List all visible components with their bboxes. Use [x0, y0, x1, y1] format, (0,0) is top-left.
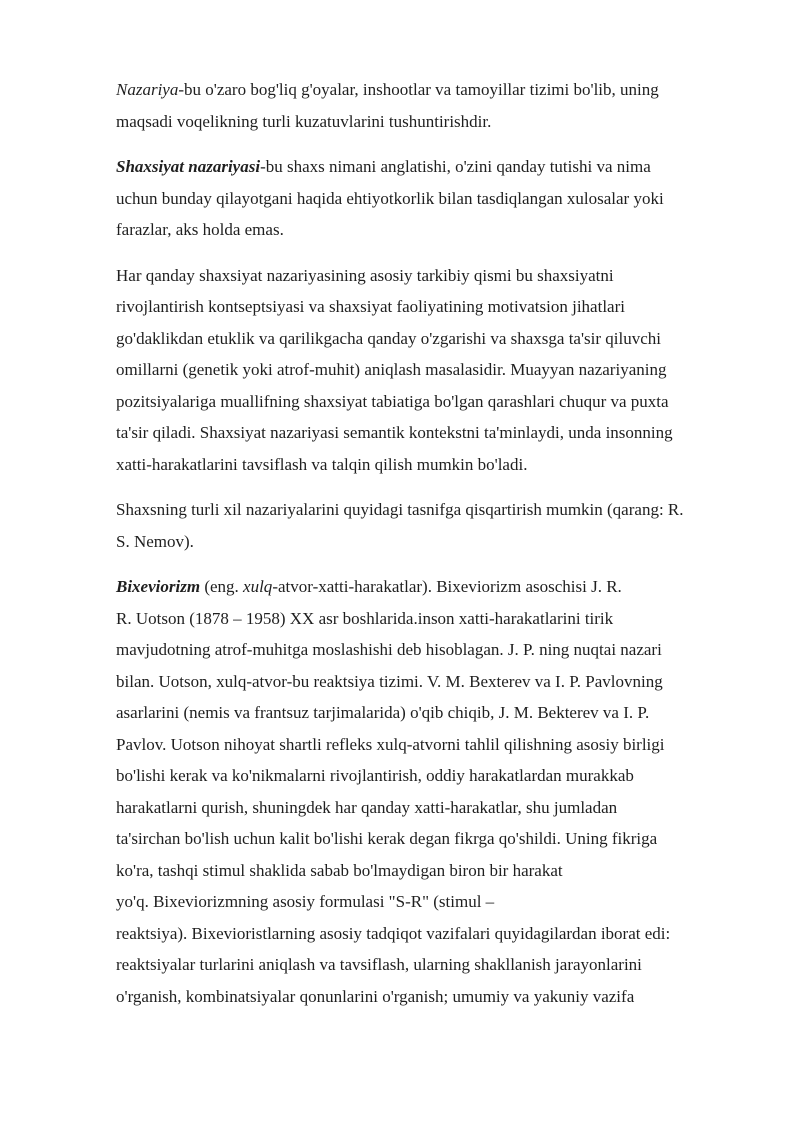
line: farazlar, aks holda emas.: [116, 220, 284, 239]
line: o'rganish, kombinatsiyalar qonunlarini o'rganish; umumiy va yakuniy vazifa: [116, 986, 635, 1006]
line: go'daklikdan etuklik va qarilikgacha qanday o'zgarishi va shaxsga ta'sir qiluvchi: [116, 328, 662, 348]
line: R. Uotson (1878 – 1958) XX asr boshlarida.inson xatti-harakatlarini tirik: [116, 608, 614, 628]
term-xulq: xulq: [243, 577, 273, 596]
line: mavjudotning atrof-muhitga moslashishi deb hisoblagan. J. P. ning nuqtai nazari: [116, 640, 662, 659]
paragraph-tasnif: [116, 494, 756, 557]
term-shaxsiyat-nazariyasi: Shaxsiyat nazariyasi: [116, 157, 261, 176]
paragraph-shaxsiyat-nazariyasi: [116, 151, 756, 246]
line: omillarni (genetik yoki atrof-muhit) aniqlash masalasidir. Muayyan nazariyaning: [116, 360, 667, 379]
line: bo'lishi kerak va ko'nikmalarni rivojlantirish, oddiy harakatlardan murakkab: [116, 766, 634, 785]
line: asarlarini (nemis va frantsuz tarjimalarida) o'qib chiqib, J. M. Bekterev va I. P.: [116, 703, 650, 722]
paragraph-nazariya: [116, 74, 756, 137]
line: ta'sirchan bo'lish uchun kalit bo'lishi kerak degan fikrga qo'shildi. Uning fikriga: [116, 829, 658, 848]
line: S. Nemov).: [116, 531, 194, 551]
term-nazariya: Nazariya: [116, 80, 179, 99]
line: [116, 80, 659, 99]
line: xatti-harakatlarini tavsiflash va talqin qilish mumkin bo'ladi.: [116, 454, 528, 474]
line: maqsadi voqelikning turli kuzatuvlarini tushuntirishdir.: [116, 111, 492, 131]
line: uchun bunday qilayotgani haqida ehtiyotkorlik bilan tasdiqlangan xulosalar yoki: [116, 188, 664, 208]
term-bixeviorizm: Bixeviorizm: [116, 577, 201, 596]
line: ko'ra, tashqi stimul shaklida sabab bo'lmaydigan biron bir harakat: [116, 860, 563, 880]
line: reaktsiya). Bixevioristlarning asosiy tadqiqot vazifalari quyidagilardan iborat edi:: [116, 923, 671, 943]
line: Shaxsning turli xil nazariyalarini quyidagi tasnifga qisqartirish mumkin (qarang: R.: [116, 500, 684, 519]
line: [116, 577, 622, 596]
line: bilan. Uotson, xulq-atvor-bu reaktsiya tizimi. V. M. Bexterev va I. P. Pavlovning: [116, 671, 663, 691]
document-page: [116, 74, 756, 1026]
text-run: (eng.: [200, 577, 244, 596]
line: Pavlov. Uotson nihoyat shartli refleks xulq-atvorni tahlil qilishning asosiy birligi: [116, 734, 665, 754]
line: yo'q. Bixeviorizmning asosiy formulasi "S-R" (stimul –: [116, 892, 495, 911]
line: harakatlarni qurish, shuningdek har qanday xatti-harakatlar, shu jumladan: [116, 797, 618, 817]
paragraph-bixeviorizm: [116, 571, 756, 1012]
paragraph-shaxsiyat-tarkibi: [116, 260, 756, 481]
line: reaktsiyalar turlarini aniqlash va tavsiflash, ularning shakllanish jarayonlarini: [116, 955, 642, 974]
line: ta'sir qiladi. Shaxsiyat nazariyasi semantik kontekstni ta'minlaydi, unda insonning: [116, 423, 673, 442]
text-run: -bu o'zaro bog'liq g'oyalar, inshootlar va tamoyillar tizimi bo'lib, uning: [178, 80, 659, 99]
line: pozitsiyalariga muallifning shaxsiyat tabiatiga bo'lgan qarashlari chuqur va puxta: [116, 391, 669, 411]
text-run: -bu shaxs nimani anglatishi, o'zini qanday tutishi va nima: [260, 157, 651, 176]
line: Har qanday shaxsiyat nazariyasining asosiy tarkibiy qismi bu shaxsiyatni: [116, 265, 614, 285]
line: [116, 157, 651, 176]
text-run: -atvor-xatti-harakatlar). Bixeviorizm asoschisi J. R.: [272, 577, 622, 596]
line: rivojlantirish kontseptsiyasi va shaxsiyat faoliyatining motivatsion jihatlari: [116, 297, 625, 316]
